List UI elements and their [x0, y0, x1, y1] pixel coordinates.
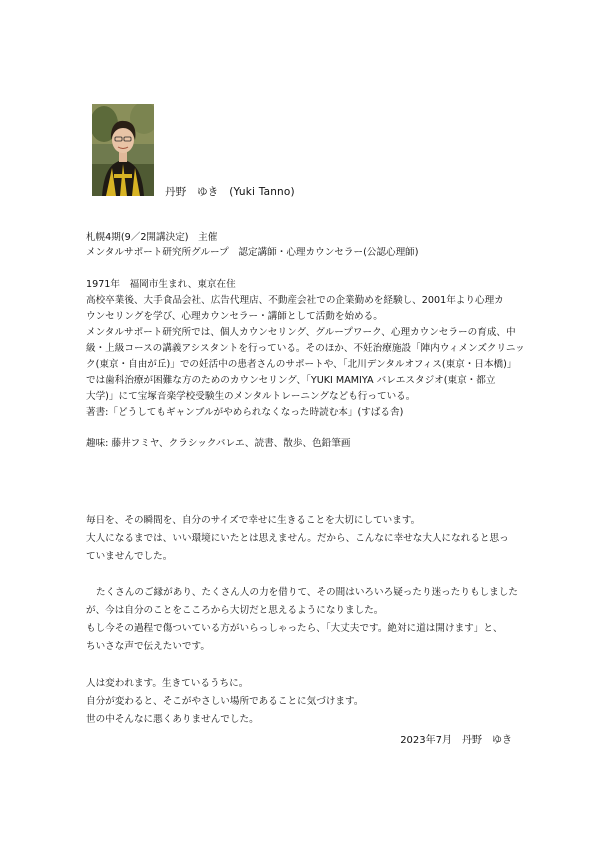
message-line: もし今その過程で傷ついている方がいらっしゃったら、「大丈夫です。絶対に道は開けます」と、	[86, 623, 503, 634]
message-line: たくさんのご縁があり、たくさん人の力を借りて、その間はいろいろ疑ったり迷ったりもしました	[96, 587, 518, 598]
message-line: が、今は自分のことをこころから大切だと思えるようになりました。	[86, 605, 384, 616]
message-line: 大人になるまでは、いい環境にいたとは思えません。だから、こんなに幸せな大人になれると思っ	[86, 533, 509, 544]
signature: 2023年7月 丹野 ゆき	[400, 735, 512, 746]
hobby-line: 趣味: 藤井フミヤ、クラシックバレエ、読書、散歩、色鉛筆画	[86, 438, 351, 449]
bio-line: ウンセリングを学び、心理カウンセラー・講師として活動を始める。	[86, 311, 383, 322]
message-line: ていませんでした。	[86, 551, 173, 562]
bio-line: 級・上級コースの講義アシスタントを行っている。そのほか、不妊治療施設「陣内ウィメンズクリニッ	[86, 343, 525, 354]
intro-role-line: メンタルサポート研究所グループ 認定講師・心理カウンセラー(公認心理師)	[86, 247, 419, 258]
bio-line: では歯科治療が困難な方のためのカウンセリング、「YUKI MAMIYA バレエスタジオ(東京・都立	[86, 375, 496, 386]
profile-photo	[92, 104, 154, 196]
message-line: 自分が変わると、そこがやさしい場所であることに気づけます。	[86, 696, 364, 707]
bio-publication-line: 著書:「どうしてもギャンブルがやめられなくなった時読む本」(すばる舎)	[86, 407, 404, 418]
bio-line: メンタルサポート研究所では、個人カウンセリング、グループワーク、心理カウンセラーの育成、中	[86, 327, 516, 338]
message-line: ちいさな声で伝えたいです。	[86, 641, 210, 652]
profile-name: 丹野 ゆき (Yuki Tanno)	[165, 186, 295, 198]
bio-line: 大学)」にて宝塚音楽学校受験生のメンタルトレーニングなども行っている。	[86, 391, 416, 402]
bio-line: ク(東京・自由が丘)」での妊活中の患者さんのサポートや、「北川デンタルオフィス(東京・日本橋)」	[86, 359, 517, 370]
intro-course-line: 札幌4期(9／2開講決定) 主催	[86, 232, 218, 243]
message-line: 毎日を、その瞬間を、自分のサイズで幸せに生きることを大切にしています。	[86, 515, 421, 526]
message-line: 世の中そんなに悪くありませんでした。	[86, 714, 259, 725]
bio-line: 高校卒業後、大手食品会社、広告代理店、不動産会社での企業勤めを経験し、2001年より心理カ	[86, 295, 504, 306]
bio-line: 1971年 福岡市生まれ、東京在住	[86, 279, 236, 290]
profile-photo-image	[92, 104, 154, 196]
dotted-divider	[86, 494, 491, 498]
message-line: 人は変われます。生きているうちに。	[86, 678, 249, 689]
